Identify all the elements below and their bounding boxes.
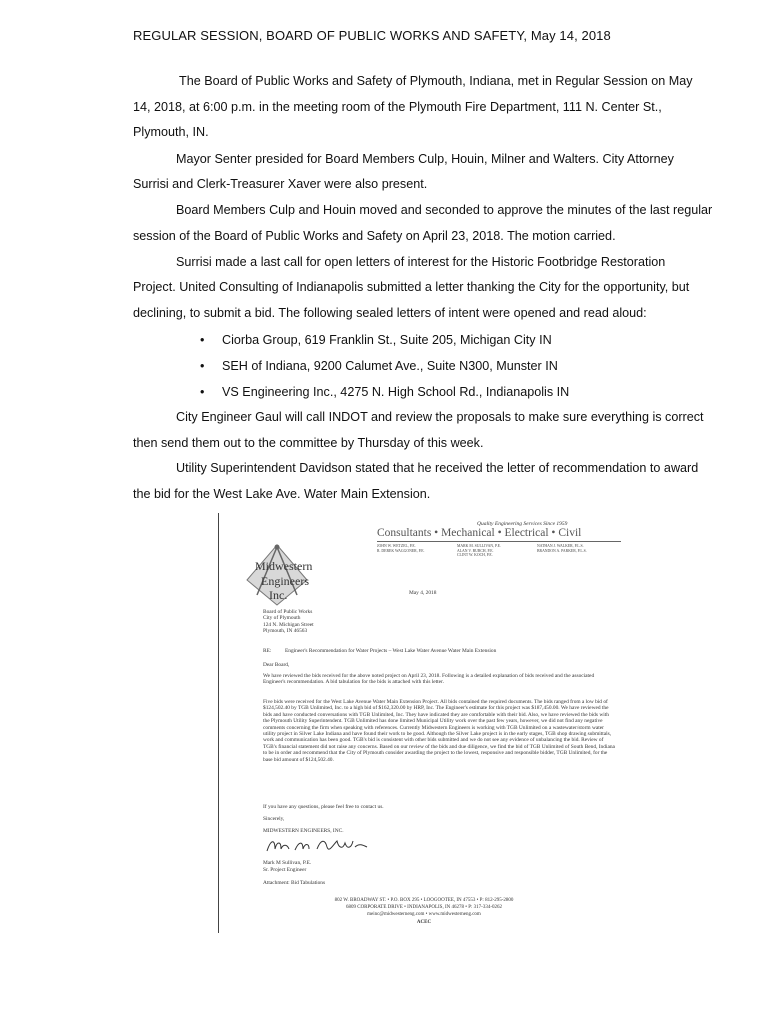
- paragraph-6-line-2: the bid for the West Lake Ave. Water Main Extension.: [133, 487, 431, 501]
- paragraph-4-line-1: Surrisi made a last call for open letters of interest for the Historic Footbridge Restoration: [176, 255, 666, 269]
- paragraph-3-line-1: Board Members Culp and Houin moved and seconded to approve the minutes of the last regular: [176, 203, 713, 217]
- bullet-dot: •: [200, 333, 205, 347]
- acec-logo: ACEC: [416, 920, 432, 925]
- bullet-text: SEH of Indiana, 9200 Calumet Ave., Suite N300, Munster IN: [222, 359, 558, 373]
- signature-icon: [263, 835, 373, 857]
- letter-attachment: Attachment: Bid Tabulations: [263, 880, 326, 886]
- paragraph-2-line-2: Surrisi and Clerk-Treasurer Xaver were also present.: [133, 177, 428, 191]
- paragraph-6-line-1: Utility Superintendent Davidson stated that he received the letter of recommendation to award: [176, 461, 699, 475]
- letter-salutation: Dear Board,: [263, 662, 290, 668]
- logo-line-1: Midwestern: [255, 559, 313, 573]
- logo-line-2: Engineers: [261, 574, 309, 588]
- letter-signer-title: Sr. Project Engineer: [263, 867, 307, 873]
- paragraph-2-line-1: Mayor Senter presided for Board Members Culp, Houin, Milner and Walters. City Attorney: [176, 152, 674, 166]
- paragraph-5-line-1: City Engineer Gaul will call INDOT and review the proposals to make sure everything is correct: [176, 410, 704, 424]
- page-header: REGULAR SESSION, BOARD OF PUBLIC WORKS AND SAFETY, May 14, 2018: [133, 28, 611, 43]
- paragraph-1-line-2: 14, 2018, at 6:00 p.m. in the meeting room of the Plymouth Fire Department, 111 N. Center St.,: [133, 100, 662, 114]
- paragraph-5-line-2: then send them out to the committee by Thursday of this week.: [133, 436, 484, 450]
- paragraph-3-line-2: session of the Board of Public Works and Safety on April 23, 2018. The motion carried.: [133, 229, 616, 243]
- paragraph-1-line-3: Plymouth, IN.: [133, 125, 209, 139]
- letter-consultants-banner: Consultants • Mechanical • Electrical • Civil: [377, 527, 582, 539]
- letter-body-paragraph-1: We have reviewed the bids received for the above noted project on April 23, 2018. Following is a detailed explanation of bids received and the associated Engineer's recommendation. A bid tabulation for the bids is attached with this letter.: [263, 673, 595, 686]
- bullet-item-3: [200, 385, 570, 399]
- letter-company: MIDWESTERN ENGINEERS, INC.: [263, 828, 344, 834]
- letter-names-col-2: MARK M. SULLIVAN, P.E. ALAN V. BURCH, P.E. CLINT W. KOCH, P.E.: [457, 544, 501, 558]
- bullet-item-1: [200, 333, 552, 347]
- bullet-dot: •: [200, 385, 205, 399]
- paragraph-4-line-3: declining, to submit a bid. The following sealed letters of intent were opened and read aloud:: [133, 306, 647, 320]
- bullet-item-2: [200, 359, 558, 373]
- letter-date: May 4, 2018: [409, 590, 437, 596]
- logo-line-3: Inc.: [269, 588, 288, 602]
- letter-names-col-3: NATHAN J. WALKER, P.L.S. BRANDON A. PARKER, P.L.S.: [537, 544, 587, 553]
- bullet-text: Ciorba Group, 619 Franklin St., Suite 205, Michigan City IN: [222, 333, 552, 347]
- embedded-letter-image: [218, 513, 629, 933]
- bullet-dot: •: [200, 359, 205, 373]
- paragraph-1-line-1: The Board of Public Works and Safety of Plymouth, Indiana, met in Regular Session on May: [179, 74, 693, 88]
- letter-footer-line-2: 6809 CORPORATE DRIVE • INDIANAPOLIS, IN 46278 • P: 317-334-0262: [345, 905, 502, 910]
- letter-re-text: Engineer's Recommendation for Water Projects – West Lake Water Avenue Water Main Extension: [285, 648, 497, 654]
- letter-names-col-1: JOHN W. WETZEL, P.E. R. DEREK WAGGONER, P.E.: [377, 544, 425, 553]
- paragraph-4-line-2: Project. United Consulting of Indianapolis submitted a letter thanking the City for the opportunity, but: [133, 280, 690, 294]
- letter-recipient: Board of Public Works City of Plymouth 124 N. Michigan Street Plymouth, IN 46563: [263, 609, 314, 635]
- letter-footer-line-1: 802 W. BROADWAY ST. • P.O. BOX 295 • LOOGOOTEE, IN 47553 • P: 812-295-2800: [334, 898, 514, 903]
- letter-closing: Sincerely,: [263, 816, 285, 822]
- letter-body-paragraph-2: Five bids were received for the West Lake Avenue Water Main Extension Project. All bids contained the required documents. The bids ranged from a low bid of $124,502.40 by TGB Unlimited, Inc. to a high bid of $162,320.00 by HRP, Inc. The Engineer's estimate for this project was $187,450.00. We have reviewed the bids and have conducted conversations with TGB Unlimited, Inc. They have indicated they are comfortable with their bid. Also, we have reviewed the bids with the Plymouth Utility Superintendent. TGB Unlimited has done limited Municipal Utility work over the past few years, however, we did not find any negative comments concerning the firm when speaking with references. Currently Midwestern Engineers is working with TGB Unlimited on a wastewater/storm water utility project in Silver Lake Indiana and have found their work to be good. Although the Silver Lake project is in the early stages, TGB shop drawing submittals, work and communication has been good. TGB's bid is consistent with other bids submitted and we do not see any evidence of unbalancing the bid. Review of TGB's financial statement did not raise any concerns. Based on our review of the bids and due diligence, we find the bid of TGB Unlimited of South Bend, Indiana to be in order and recommend that the City of Plymouth consider awarding the project to the lowest, responsive and responsible bidder, TGB Unlimited, for the base bid amount of $124,502.40.: [263, 699, 615, 763]
- letter-banner-rule: [377, 541, 621, 542]
- letter-tagline: Quality Engineering Services Since 1959: [477, 521, 568, 527]
- letter-signer: Mark M Sullivan, P.E.: [263, 860, 312, 866]
- letter-body-paragraph-3: If you have any questions, please feel free to contact us.: [263, 804, 384, 810]
- bullet-text: VS Engineering Inc., 4275 N. High School Rd., Indianapolis IN: [222, 385, 570, 399]
- letter-re-label: RE:: [263, 648, 272, 654]
- letter-footer-line-3: meinc@midwesterneng.com • www.midwesterneng.com: [367, 912, 481, 917]
